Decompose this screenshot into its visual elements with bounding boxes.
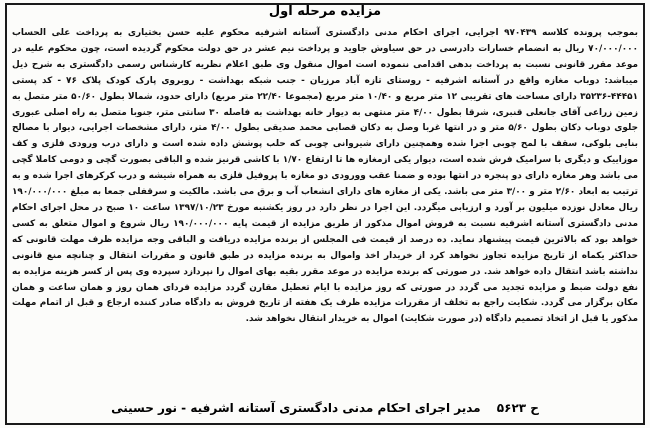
notice-paragraph: بموجب پرونده کلاسه ۹۷۰۴۳۹ اجرایی، اجرای احکام مدنی دادگستری آستانه اشرفیه محکوم علیه حسن بختیاری به پرداخت علی الحساب ۷۰/۰۰۰/۰۰۰ ریال به انضمام خسارات دادرسی در حق سیاوش جاوید و پرداخت نیم عشر در حق دولت محکوم گردیده است، چون محکوم علیه در موعد مقرر قانونی نسبت به پرداخت بدهی اقدامی ننموده است اموال منقول وی طبق اعلام نظریه کارشناس رسمی دادگستری به شرح ذیل میباشد: دوباب مغازه واقع در آستانه اشرفیه - روستای تازه آباد مرزیان - جنب شبکه بهداشت - روبروی پارک کودک پلاک ۷۶ - کد پستی ۴۴۴۵۱-۳۵۲۳۶ دارای مساحت های تقریبی ۱۲ متر مربع و ۱۰/۴۰ متر مربع (مجموعا ۲۲/۴۰ متر مربع) دارای حدود، شمالا بطول ۵۰/۶۰ متر متصل به زمین زراعی آقای جانعلی قنبری، شرقا بطول ۴/۰۰ متر منتهی به دیوار خانه بهداشت به فاصله ۳۰ سانتی متر، جنوبا متصل به راه اصلی عبوری جلوی دوباب دکان بطول ۵/۶۰ متر و در انتها غربا وصل به دکان قصابی محمد صدیقی بطول ۴/۰۰ متر، دارای مشخصات اجرایی، دیوار با مصالح بنایی بلوکی، سقف با لمح چوبی اجرا شده وهمچنین دارای شیروانی چوبی که حلب پوشش داده شده است و دارای درب ورودی فلزی و کف موزاییک و دیگری با سرامیک فرش شده است، دیوار یکی ازمغازه ها تا ارتفاع ۱/۷۰ با کاشی قرنیز شده و الباقی بصورت گچی و دومی کاملا گچی می باشد وهر مغازه دارای دو پنجره در انتها بوده و ضمنا عقب وورودی دو مغازه با پروفیل فلزی به همراه شیشه و درب کرکرهای اجرا شده و به ترتیب به ابعاد ۲/۶۰ متر و ۳/۰۰ متر می باشد. یکی از مغازه های دارای انشعاب آب و برق می باشد. مالکیت و سرقفلی جمعا به مبلغ ۱۹۰/۰۰۰/۰۰۰ ریال معادل نوزده میلیون بر آورد و ارزیابی میگردد. این اجرا در نظر دارد در روز یکشنبه مورخ ۱۳۹۷/۱۰/۲۳ ساعت ۱۰ صبح در محل اجرای احکام مدنی دادگستری آستانه اشرفیه نسبت به فروش اموال مذکور از طریق مزایده از قیمت پایه ۱۹۰/۰۰۰/۰۰۰ ریال شروع و اموال متعلق به کسی خواهد بود که بالاترین قیمت پیشنهاد نماید. ده درصد از قیمت فی المجلس از برنده مزایده دریافت و الباقی وجه مزایده ظرف مهلت قانونی که حداکثر یکماه از تاریخ مزایده تجاوز نخواهد کرد از خریدار اخذ واموال به برنده مزایده در طبق قانون و مقررات انتقال و چنانچه منع قانونی نداشته باشد انتقال داده خواهد شد. در صورتی که برنده مزایده در موعد مقرر بقیه بهای اموال را نپردازد سپرده وی پس از کسر هزینه مزایده به نفع دولت ضبط و مزایده تجدید می گردد در صورتی که روز مزایده با ایام تعطیل مقارن گردد مزایده فردای همان روز و همان ساعت و همان مکان برگزار می گردد. شکایت راجع به تخلف از مقررات مزایده ظرف یک هفته از تاریخ فروش به دادگاه صادر کننده ارجاع و قبل از اتمام مهلت مذکور یا قبل از اتخاذ تصمیم دادگاه (در صورت شکایت) اموال به خریدار انتقال نخواهد شد.	[12, 28, 638, 325]
notice-code: ح ۵۶۲۳	[496, 401, 539, 415]
notice-title: مزایده مرحله اول	[268, 4, 382, 19]
notice-body	[12, 26, 638, 392]
notice-footer	[14, 398, 636, 418]
notice-signature: مدیر اجرای احکام مدنی دادگستری آستانه اشرفیه - نور حسینی	[111, 401, 481, 415]
